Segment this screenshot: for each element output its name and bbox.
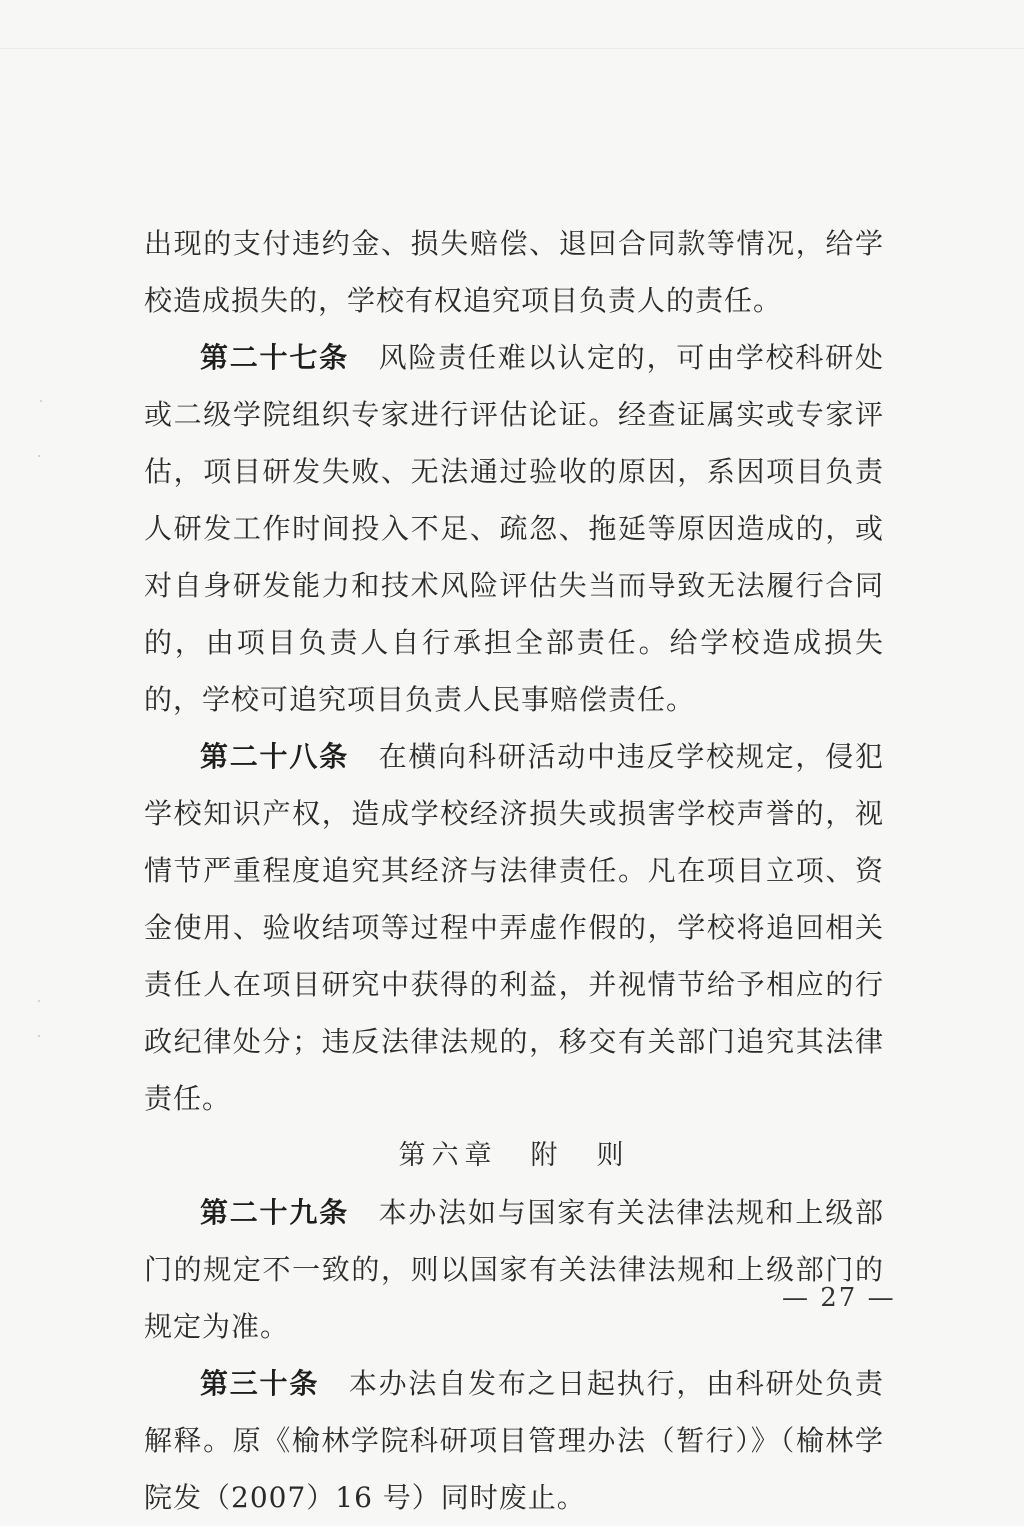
article-29-body: 本办法如与国家有关法律法规和上级部门的规定不一致的，则以国家有关法律法规和上级部门的规定为准。 — [144, 1196, 884, 1343]
article-28-heading: 第二十八条 — [200, 740, 349, 773]
scan-speck — [38, 455, 40, 457]
article-27 — [144, 329, 884, 728]
article-30-body: 本办法自发布之日起执行，由科研处负责解释。原《榆林学院科研项目管理办法（暂行）》（榆林学院发（2007）16 号）同时废止。 — [144, 1367, 884, 1514]
article-29-heading: 第二十九条 — [200, 1196, 349, 1229]
document-body — [144, 215, 884, 1526]
scan-edge-line — [0, 48, 1024, 49]
article-27-body: 风险责任难以认定的，可由学校科研处或二级学院组织专家进行评估论证。经查证属实或专家评估，项目研发失败、无法通过验收的原因，系因项目负责人研发工作时间投入不足、疏忽、拖延等原因造成的，或对自身研发能力和技术风险评估失当而导致无法履行合同的，由项目负责人自行承担全部责任。给学校造成损失的，学校可追究项目负责人民事赔偿责任。 — [144, 341, 884, 716]
article-30 — [144, 1355, 884, 1526]
article-29 — [144, 1184, 884, 1355]
intro-continuation: 出现的支付违约金、损失赔偿、退回合同款等情况，给学校造成损失的，学校有权追究项目负责人的责任。 — [144, 227, 884, 317]
scan-speck — [38, 1035, 40, 1037]
scan-speck — [40, 400, 42, 402]
article-30-heading: 第三十条 — [200, 1367, 320, 1400]
article-28 — [144, 728, 884, 1127]
scan-speck — [38, 1000, 40, 1002]
article-28-body: 在横向科研活动中违反学校规定，侵犯学校知识产权，造成学校经济损失或损害学校声誉的，视情节严重程度追究其经济与法律责任。凡在项目立项、资金使用、验收结项等过程中弄虚作假的，学校将追回相关责任人在项目研究中获得的利益，并视情节给予相应的行政纪律处分；违反法律法规的，移交有关部门追究其法律责任。 — [144, 740, 884, 1115]
chapter-6-title: 第六章 附 则 — [398, 1140, 630, 1171]
article-27-heading: 第二十七条 — [200, 341, 349, 374]
page-number: — 27 — — [782, 1283, 896, 1313]
